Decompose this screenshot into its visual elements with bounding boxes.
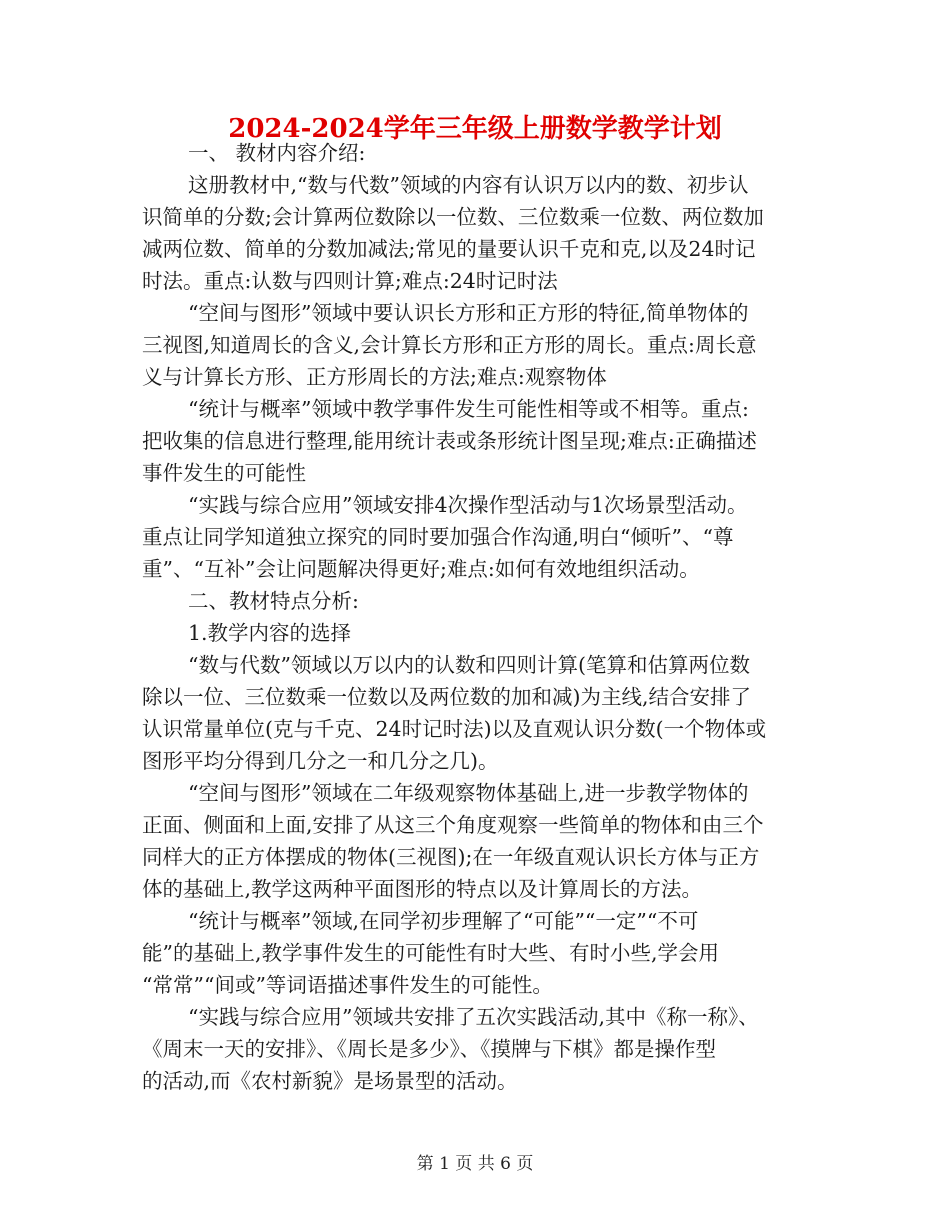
text-line: “常常”“间或”等词语描述事件发生的可能性。 [142, 973, 553, 997]
document-title: 2024-2024学年三年级上册数学教学计划 [228, 114, 722, 144]
text-line: 事件发生的可能性 [142, 461, 306, 485]
text-line: “空间与图形”领域中要认识长方形和正方形的特征,简单物体的 [188, 301, 749, 325]
text-line: “统计与概率”领域中教学事件发生可能性相等或不相等。重点: [188, 397, 749, 421]
document-body [142, 137, 818, 1097]
text-line: “实践与综合应用”领域共安排了五次实践活动,其中《称一称》、 [188, 1005, 759, 1029]
text-line: 认识常量单位(克与千克、24时记时法)以及直观认识分数(一个物体或 [142, 717, 767, 741]
text-line: 二、教材特点分析: [188, 589, 359, 613]
text-line: “统计与概率”领域,在同学初步理解了“可能”“一定”“不可 [188, 909, 699, 933]
text-line: 1.教学内容的选择 [188, 621, 352, 645]
text-line: 重点让同学知道独立探究的同时要加强合作沟通,明白“倾听”、“尊 [142, 525, 734, 549]
page-footer: 第 1 页 共 6 页 [416, 1154, 534, 1174]
text-line: 的活动,而《农村新貌》是场景型的活动。 [142, 1069, 518, 1093]
text-line: 一、 教材内容介绍: [188, 141, 366, 165]
text-line: 图形平均分得到几分之一和几分之几)。 [142, 749, 499, 773]
text-line: 体的基础上,教学这两种平面图形的特点以及计算周长的方法。 [142, 877, 703, 901]
text-line: 这册教材中,“数与代数”领域的内容有认识万以内的数、初步认 [188, 173, 749, 197]
text-line: 正面、侧面和上面,安排了从这三个角度观察一些简单的物体和由三个 [142, 813, 764, 837]
text-line: “空间与图形”领域在二年级观察物体基础上,进一步教学物体的 [188, 781, 749, 805]
text-line: “数与代数”领域以万以内的认数和四则计算(笔算和估算两位数 [188, 653, 750, 677]
text-line: 义与计算长方形、正方形周长的方法;难点:观察物体 [142, 365, 607, 389]
text-line: 《周末一天的安排》、《周长是多少》、《摸牌与下棋》都是操作型 [142, 1037, 716, 1061]
text-line: 减两位数、简单的分数加减法;常见的量要认识千克和克,以及24时记 [142, 237, 756, 261]
text-line: 重”、“互补”会让问题解决得更好;难点:如何有效地组织活动。 [142, 557, 700, 581]
text-line: 除以一位、三位数乘一位数以及两位数的加和减)为主线,结合安排了 [142, 685, 752, 709]
text-line: 时法。重点:认数与四则计算;难点:24时记时法 [142, 269, 558, 293]
text-line: 识简单的分数;会计算两位数除以一位数、三位数乘一位数、两位数加 [142, 205, 764, 229]
text-line: 同样大的正方体摆成的物体(三视图);在一年级直观认识长方体与正方 [142, 845, 760, 869]
text-line: 能”的基础上,教学事件发生的可能性有时大些、有时小些,学会用 [142, 941, 720, 965]
text-line: 三视图,知道周长的含义,会计算长方形和正方形的周长。重点:周长意 [142, 333, 757, 357]
text-line: “实践与综合应用”领域安排4次操作型活动与1次场景型活动。 [188, 493, 748, 517]
text-line: 把收集的信息进行整理,能用统计表或条形统计图呈现;难点:正确描述 [142, 429, 757, 453]
